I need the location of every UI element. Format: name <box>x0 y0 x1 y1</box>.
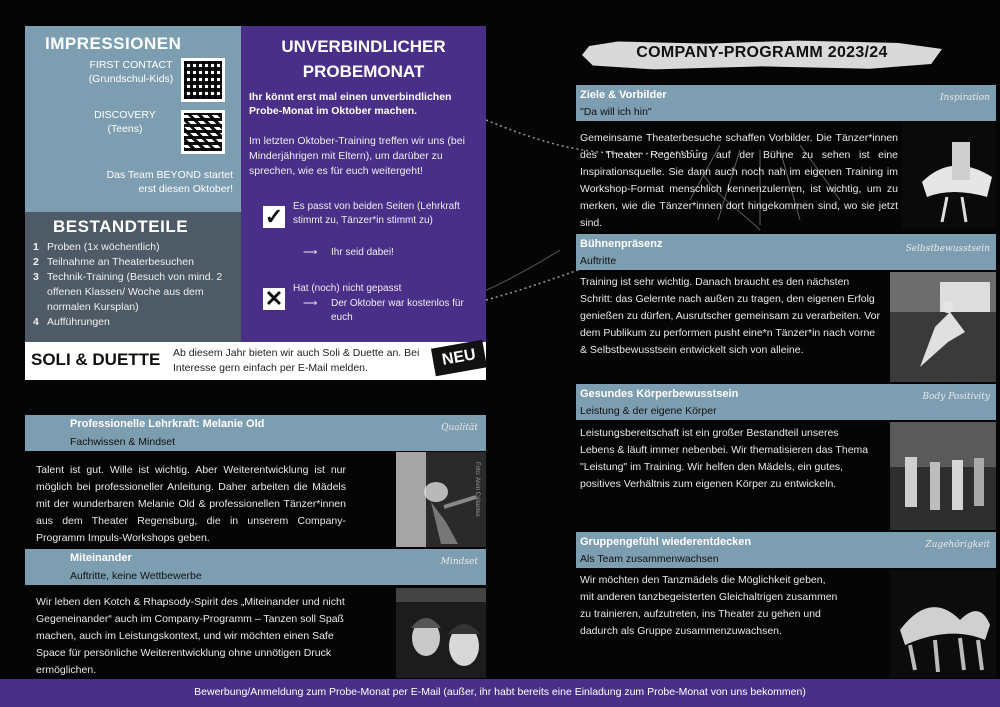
probemonat-title-line1: UNVERBINDLICHER <box>281 37 446 56</box>
team-note-line2: erst diesen Oktober! <box>138 183 233 195</box>
team-note <box>83 168 233 196</box>
bestandteile-title: BESTANDTEILE <box>53 217 189 236</box>
first-contact-sub: (Grundschul-Kids) <box>88 73 174 85</box>
impressionen-panel <box>25 26 241 212</box>
miteinander-header <box>25 549 486 585</box>
soli-text: Ab diesem Jahr bieten wir auch Soli & Duette an. Bei Interesse gern einfach per E-Mail melden. <box>173 347 420 374</box>
dancer-photo-image <box>396 452 486 547</box>
qr-code-icon[interactable] <box>181 110 225 154</box>
probemonat-yes-result: Ihr seid dabei! <box>331 247 394 258</box>
section-buehne-script: Selbstbewusstsein <box>905 244 990 254</box>
section-koerper-header <box>576 384 996 420</box>
list-item-text: Technik-Training (Besuch von mind. 2 offenen Klassen/ Woche aus dem normalen Kursplan) <box>47 271 223 313</box>
section-koerper-title: Gesundes Körperbewusstsein <box>580 388 739 400</box>
list-item <box>33 315 239 330</box>
training-photo <box>890 422 996 530</box>
lehrkraft-text: Talent ist gut. Wille ist wichtig. Aber Weiterentwicklung ist nur möglich bei professioneller Anleitung. Daher arbeiten die Mädels mit der wunderbaren Melanie Old & professionellen Tänzer*innen aus dem Theater Regensburg, die in unserem Company-Programm Impuls-Workshops geben. <box>36 464 346 544</box>
miteinander-text: Wir leben den Kotch & Rhapsody-Spirit des „Miteinander und nicht Gegeneinander“ auch im Company-Programm – Tanzen soll Spaß machen, auch im Leistungskontext, und wir möchten einen Safe Space für persönliche Weiterentwicklung ohne unnötigen Druck ermöglichen. <box>36 596 345 676</box>
checkmark-icon: ✓ <box>264 204 284 229</box>
soli-title: SOLI & DUETTE <box>31 350 161 369</box>
lehrkraft-title: Professionelle Lehrkraft: Melanie Old <box>70 418 265 430</box>
section-ziele-header <box>576 85 996 121</box>
miteinander-title: Miteinander <box>70 552 132 564</box>
probemonat-yes-text: Es passt von beiden Seiten (Lehrkraft stimmt zu, Tänzer*in stimmt zu) <box>293 201 460 226</box>
section-ziele-subtitle: "Da will ich hin" <box>580 106 652 118</box>
section-gruppe-title: Gruppengefühl wiederentdecken <box>580 536 752 548</box>
discovery-label <box>75 108 175 136</box>
section-gruppe-text: Wir möchten den Tanzmädels die Möglichkeit geben, mit anderen tanzbegeisterten Gleichaltrigen zusammen zu trainieren, aufzutreten, ins Theater zu gehen und dadurch als Gruppe zusammenzuwachsen. <box>580 574 838 637</box>
qr-code-icon[interactable] <box>181 58 225 102</box>
probemonat-no-result: Der Oktober war kostenlos für euch <box>331 298 464 323</box>
probemonat-text: Im letzten Oktober-Training treffen wir uns (bei Minderjährigen mit Eltern), um darüber zu sprechen, wie es für euch weitergeht! <box>249 135 465 177</box>
list-item <box>33 270 239 315</box>
footer-bar <box>0 679 1000 707</box>
bestandteile-panel <box>25 212 241 342</box>
list-item-text: Proben (1x wöchentlich) <box>47 241 160 253</box>
section-koerper-text: Leistungsbereitschaft ist ein großer Bestandteil unseres Lebens & läuft immer nebenbei. Wir thematisieren das Thema "Leistung" im Training. Wir helfen den Mädels, ein gutes, positives Verhältnis zum eigenen Körper zu entwickeln. <box>580 427 869 490</box>
section-ziele-script: Inspiration <box>940 93 990 103</box>
miteinander-subtitle: Auftritte, keine Wettbewerbe <box>70 570 202 582</box>
section-koerper-subtitle: Leistung & der eigene Körper <box>580 405 717 417</box>
ballet-photo-image <box>902 122 996 228</box>
training-photo-image <box>890 422 996 530</box>
section-gruppe-script: Zugehörigkeit <box>925 540 990 550</box>
section-buehne-subtitle: Auftritte <box>580 255 617 267</box>
arrow-icon: ⟶ <box>303 247 318 258</box>
company-title: COMPANY-PROGRAMM 2023/24 <box>636 44 888 61</box>
section-buehne-header <box>576 234 996 270</box>
list-item-num: 2 <box>33 256 39 268</box>
section-buehne-text: Training ist sehr wichtig. Danach braucht es den nächsten Schritt: das Gelernte nach außen zu tragen, den eigenen Erfolg genießen zu dürfen, Ausrutscher gemeinsam zu verarbeiten. Vor dem Publikum zu performen pusht eine*n Tänzer*in nach vorne & Selbstbewusstsein entwickelt sich von alleine. <box>580 276 880 356</box>
first-contact-label <box>81 58 181 86</box>
discovery-sub: (Teens) <box>107 123 143 135</box>
impressionen-title: IMPRESSIONEN <box>45 34 182 53</box>
dancer-photo <box>396 452 486 547</box>
stage-photo-image <box>890 272 996 382</box>
section-ziele-text: Gemeinsame Theaterbesuche schaffen Vorbilder. Die Tänzer*innen des Theater Regensburg auf der Bühne zu sehen ist eine Inspirationsquelle. Sie dann auch noch nah im eigenen Training im Workshop-Format menschlich kennenzulernen, ist wichtig, um zu merken, wie die Tänzer*innen dort hingekommen sind, wo sie jetzt sind. <box>580 132 898 229</box>
footer-text: Bewerbung/Anmeldung zum Probe-Monat per E-Mail (außer, ihr habt bereits eine Einladung zum Probe-Monat von uns bekommen) <box>194 686 806 698</box>
section-gruppe-subtitle: Als Team zusammenwachsen <box>580 553 719 565</box>
list-item-num: 1 <box>33 241 39 253</box>
cross-icon: ✕ <box>264 286 284 311</box>
photo-credit: Foto: Alvin Callantes <box>474 462 480 517</box>
new-badge: NEU <box>431 340 487 377</box>
team-note-line1: Das Team BEYOND startet <box>106 169 233 181</box>
dancers-photo-image <box>396 588 486 678</box>
probemonat-panel <box>241 26 486 342</box>
dancers-photo <box>396 588 486 678</box>
discovery-title: DISCOVERY <box>94 109 156 121</box>
list-item-text: Teilnahme an Theaterbesuchen <box>47 256 194 268</box>
probemonat-no-text: Hat (noch) nicht gepasst <box>293 283 402 294</box>
probemonat-intro: Ihr könnt erst mal einen unverbindlichen Probe-Monat im Oktober machen. <box>249 91 452 117</box>
arrow-icon: ⟶ <box>303 298 318 309</box>
group-photo-image <box>890 570 996 678</box>
lehrkraft-header <box>25 415 486 451</box>
probemonat-title <box>241 34 486 84</box>
bestandteile-list <box>33 240 239 330</box>
section-ziele-title: Ziele & Vorbilder <box>580 89 667 101</box>
ballet-photo <box>902 122 996 228</box>
miteinander-script: Mindset <box>440 557 478 567</box>
lehrkraft-script: Qualität <box>441 423 478 433</box>
probemonat-title-line2: PROBEMONAT <box>302 62 425 81</box>
group-photo <box>890 570 996 678</box>
stage-photo <box>890 272 996 382</box>
list-item-text: Aufführungen <box>47 316 110 328</box>
soli-duette-panel <box>25 342 486 380</box>
section-koerper-script: Body Positivity <box>922 392 990 402</box>
list-item <box>33 255 239 270</box>
lehrkraft-subtitle: Fachwissen & Mindset <box>70 436 176 448</box>
list-item-num: 4 <box>33 316 39 328</box>
section-buehne-title: Bühnenpräsenz <box>580 238 663 250</box>
section-gruppe-header <box>576 532 996 568</box>
list-item-num: 3 <box>33 271 39 283</box>
list-item <box>33 240 239 255</box>
first-contact-title: FIRST CONTACT <box>89 59 173 71</box>
